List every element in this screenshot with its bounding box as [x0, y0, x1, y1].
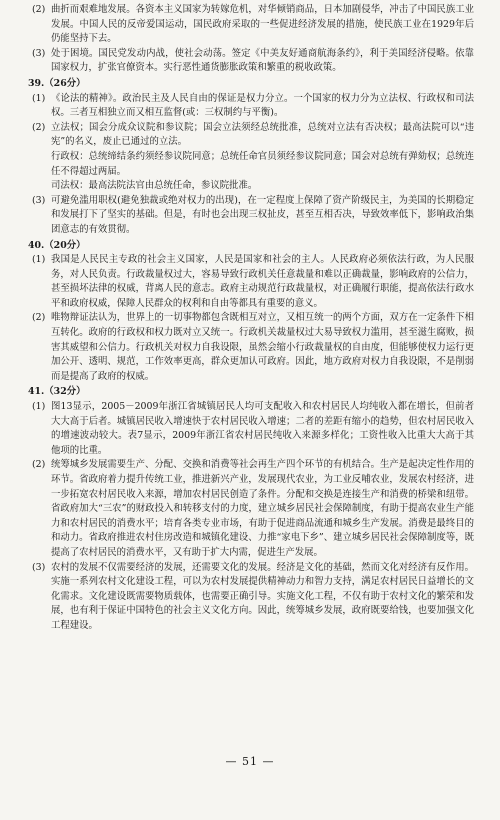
answer-item [32, 47, 474, 76]
item-number: (3) [32, 194, 46, 206]
item-text: 司法权：最高法院法官由总统任命，参议院批准。 [51, 180, 258, 192]
answer-item [32, 194, 474, 238]
item-text: 图13显示，2005－2009年浙江省城镇居民人均可支配收入和农村居民人均纯收入都在增长，但前者大大高于后者。城镇居民收入增速快于农村居民收入增速；二者的差距有缩小的趋势，但农村居民收入的增速波动较大。表7显示，2009年浙江省农村居民纯收入来源多样化；工资性收入比重大大高于其他项的比重。 [51, 401, 474, 456]
answer-item [32, 253, 474, 311]
item-text: 曲折而艰难地发展。各资本主义国家为转嫁危机，对华倾销商品，日本加剧侵华，冲击了中国民族工业发展。中国人民的反帝爱国运动，国民政府采取的一些促进经济发展的措施，使民族工业在1929年后仍能坚持下去。 [51, 4, 474, 45]
item-number: (3) [32, 561, 46, 573]
question-heading: 39.（26分） [28, 77, 86, 89]
q41-answers [32, 400, 474, 634]
answer-item [32, 400, 474, 458]
item-text: 立法权；国会分成众议院和参议院；国会立法须经总统批准，总统对立法有否决权；最高法院可以“违宪”的名义，废止已通过的立法。 [51, 121, 474, 148]
item-text: 处于困境。国民党发动内战，使社会动荡。签定《中美友好通商航海条约》，利于美国经济侵略。依靠国家权力，扩张官僚资本。实行恶性通货膨胀政策和繁重的税收政策。 [51, 47, 474, 74]
answer-item [32, 3, 474, 47]
question-heading: 41.（32分） [28, 386, 86, 398]
q39-answers [32, 92, 474, 238]
answer-item [32, 121, 474, 194]
item-number: (1) [32, 401, 46, 413]
item-number: (2) [32, 312, 46, 324]
question-heading: 40.（20分） [28, 239, 86, 251]
answer-item [32, 311, 474, 384]
page-number: — 51 — [225, 755, 275, 768]
q40-answers [32, 253, 474, 384]
item-number: (1) [32, 254, 46, 266]
item-number: (2) [32, 4, 46, 15]
q38-continuation [32, 3, 474, 76]
item-text: 我国是人民民主专政的社会主义国家，人民是国家和社会的主人。人民政府必须依法行政，为人民服务，对人民负责。行政裁量权过大，容易导致行政机关任意裁量和难以正确裁量，影响政府的公信力，甚至损坏法律的权威，背离人民的意志。政府主动规范行政裁量权，对正确履行职能，提高依法行政水平和政府权威，保障人民群众的权利和自由等都具有重要的意义。 [51, 254, 474, 309]
item-text: 统筹城乡发展需要生产、分配、交换和消费等社会再生产四个环节的有机结合。生产是起决定性作用的环节。省政府着力提升传统工业，推进新兴产业，发展现代农业，为工业反哺农业，发展农村经济，进一步拓宽农村居民收入来源，增加农村居民创造了条件。分配和交换是连接生产和消费的桥梁和纽带。省政府加大“三农”的财政投入和转移支付的力度，建立城乡居民社会保障制度，有助于提高农业生产能力和农村居民的消费水平；培育各类专业市场，有助于促进商品流通和城乡生产发展。消费是最终目的和动力。省政府推进农村住房改造和城镇化建设、力推“家电下乡”、建立城乡居民社会保障制度等，既提高了农村居民的消费水平，又有助于扩大内需，促进生产发展。 [51, 459, 474, 558]
answer-item [32, 561, 474, 634]
item-text: 行政权：总统缔结条约须经参议院同意；总统任命官员须经参议院同意；国会对总统有弹劾权；总统连任不得超过两届。 [51, 150, 474, 177]
item-text: 唯物辩证法认为，世界上的一切事物都包含既相互对立，又相互统一的两个方面，双方在一定条件下相互转化。政府的行政权和权力既对立又统一。行政机关裁量权过大易导致权力滥用，甚至滋生腐败，损害其威望和公信力。行政机关对权力自我设限，虽然会缩小行政裁量权的自由度，但能够使权力运行更加公开、透明、规范，工作效率更高，群众更加认可政府。因此，地方政府对权力自我设限，不是削弱而是提高了政府的权威。 [51, 312, 474, 382]
item-text: 农村的发展不仅需要经济的发展，还需要文化的发展。经济是文化的基础，然而文化对经济有反作用。实施一系列农村文化建设工程，可以为农村发展提供精神动力和智力支持，满足农村居民日益增长的文化需求。文化建设既需要物质载体，也需要正确引导。实施文化工程，不仅有助于农村文化的繁荣和发展，也有利于保证中国特色的社会主义文化方向。因此，统筹城乡发展，政府既要给钱，也要加强文化工程建设。 [51, 561, 474, 631]
item-number: (3) [32, 47, 46, 59]
item-number: (2) [32, 121, 46, 133]
item-text: 可避免滥用职权(避免独裁或绝对权力的出现)，在一定程度上保障了资产阶级民主，为美国的长期稳定和发展打下了坚实的基础。但是，有时也会出现三权扯皮，甚至互相否决，导致效率低下，影响政治集团意志的有效贯彻。 [51, 194, 474, 235]
answer-item [32, 92, 474, 121]
answer-item [32, 458, 474, 560]
item-text: 《论法的精神》。政治民主及人民自由的保证是权力分立。一个国家的权力分为立法权、行政权和司法权。三者互相独立而又相互监督(或：三权制约与平衡)。 [51, 92, 474, 119]
item-number: (2) [32, 459, 46, 471]
item-number: (1) [32, 92, 46, 104]
